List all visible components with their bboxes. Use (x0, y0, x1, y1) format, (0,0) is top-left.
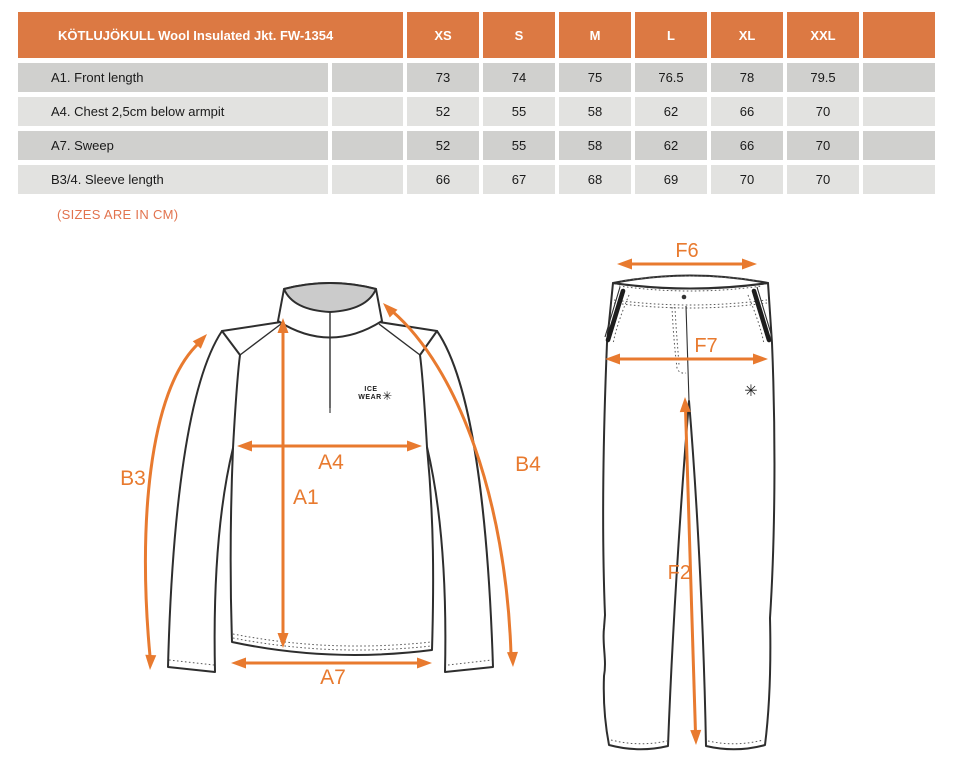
table-cell: 70 (787, 97, 859, 126)
measure-label-b4: B4 (515, 453, 541, 476)
size-col-header-xl: XL (711, 12, 783, 58)
table-cell: 58 (559, 97, 631, 126)
row-label: A1. Front length (18, 63, 328, 92)
pants-waist-opening (613, 276, 768, 289)
table-cell: 76.5 (635, 63, 707, 92)
measure-label-a7: A7 (320, 666, 346, 689)
row-spacer (332, 131, 403, 160)
size-col-header-s: S (483, 12, 555, 58)
table-cell: 78 (711, 63, 783, 92)
table-cell: 62 (635, 97, 707, 126)
measure-label-f6: F6 (675, 240, 699, 262)
table-cell: 70 (787, 165, 859, 194)
table-cell: 52 (407, 131, 479, 160)
measure-label-f2: F2 (667, 562, 691, 584)
size-col-header-xxl: XXL (787, 12, 859, 58)
arrowhead (231, 658, 246, 669)
table-cell: 62 (635, 131, 707, 160)
table-cell: 69 (635, 165, 707, 194)
table-title: KÖTLUJÖKULL Wool Insulated Jkt. FW-1354 (18, 12, 403, 58)
measure-label-a1: A1 (293, 486, 319, 509)
row-label: B3/4. Sleeve length (18, 165, 328, 194)
arrowhead (417, 658, 432, 669)
row-label: A4. Chest 2,5cm below armpit (18, 97, 328, 126)
arrowhead (507, 652, 519, 667)
table-cell: 52 (407, 97, 479, 126)
size-col-header-m: M (559, 12, 631, 58)
table-cell: 73 (407, 63, 479, 92)
table-cell: 58 (559, 131, 631, 160)
table-cell: 66 (711, 97, 783, 126)
arrowhead (690, 730, 701, 745)
row-label: A7. Sweep (18, 131, 328, 160)
arrowhead (742, 259, 757, 270)
row-trailing-spacer (863, 131, 935, 160)
table-cell: 68 (559, 165, 631, 194)
table-cell: 79.5 (787, 63, 859, 92)
size-col-header-l: L (635, 12, 707, 58)
row-trailing-spacer (863, 97, 935, 126)
brand-logo-text: WEAR (358, 394, 382, 401)
jacket-left-sleeve (168, 331, 240, 672)
table-cell: 66 (711, 131, 783, 160)
table-header-spacer (863, 12, 935, 58)
measure-label-a4: A4 (318, 451, 344, 474)
row-spacer (332, 63, 403, 92)
measure-label-f7: F7 (694, 335, 718, 357)
arrowhead (145, 655, 157, 671)
arrowhead (617, 259, 632, 270)
sizes-unit-note: (SIZES ARE IN CM) (57, 207, 179, 222)
waist-button (682, 295, 687, 300)
table-cell: 55 (483, 97, 555, 126)
row-spacer (332, 97, 403, 126)
snowflake-icon: ✳ (744, 381, 758, 400)
row-trailing-spacer (863, 63, 935, 92)
jacket-measurement-diagram (100, 250, 560, 783)
size-col-header-xs: XS (407, 12, 479, 58)
table-cell: 74 (483, 63, 555, 92)
table-cell: 75 (559, 63, 631, 92)
size-table (18, 12, 935, 194)
table-cell: 70 (787, 131, 859, 160)
measure-label-b3: B3 (120, 467, 146, 490)
table-cell: 67 (483, 165, 555, 194)
brand-logo-text: ICE (364, 386, 378, 393)
snowflake-icon: ✳ (381, 389, 393, 403)
table-cell: 55 (483, 131, 555, 160)
table-cell: 66 (407, 165, 479, 194)
row-trailing-spacer (863, 165, 935, 194)
row-spacer (332, 165, 403, 194)
table-cell: 70 (711, 165, 783, 194)
pants-measurement-diagram (560, 240, 960, 783)
